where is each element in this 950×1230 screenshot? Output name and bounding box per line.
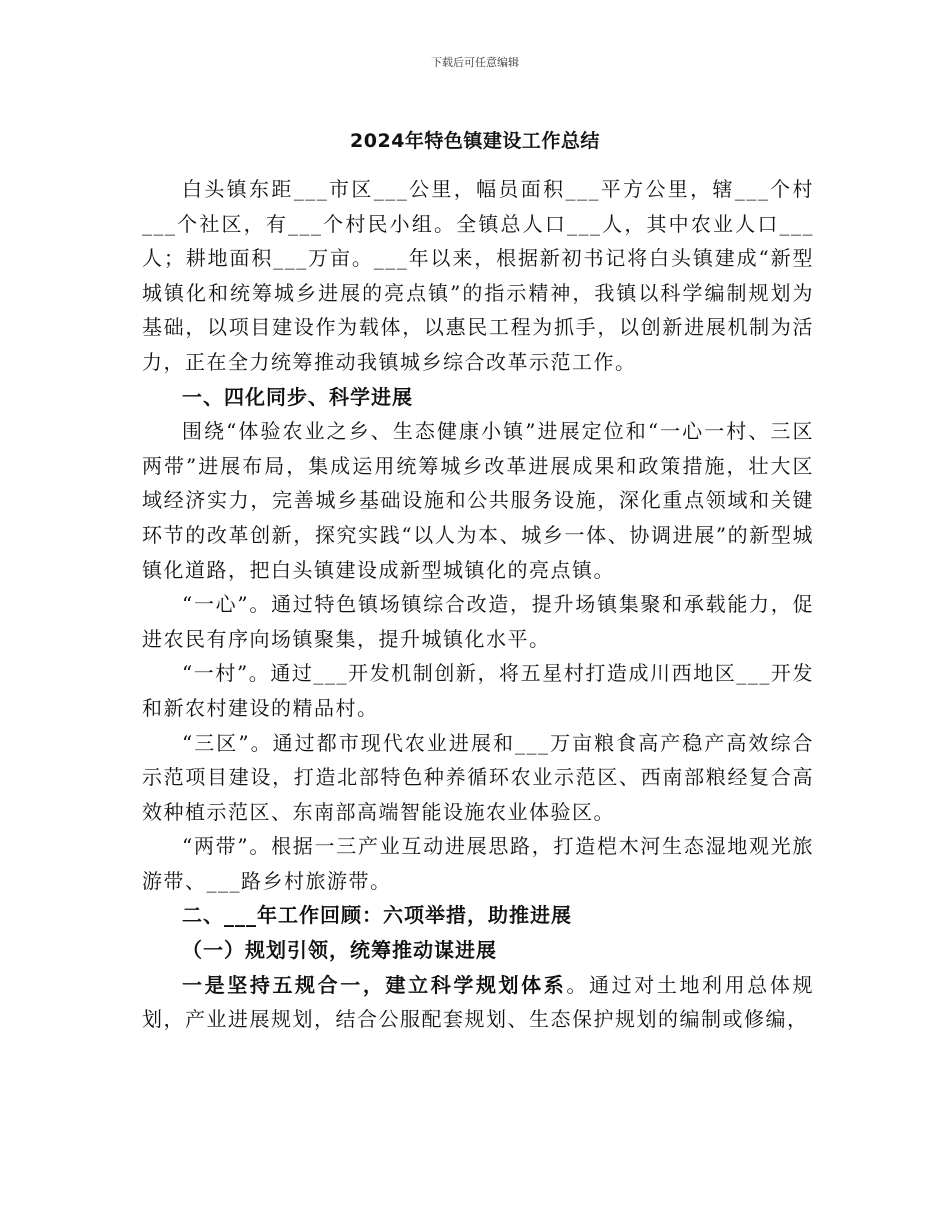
section-heading-2: 二、___年工作回顾：六项举措，助推进展: [182, 903, 572, 928]
page-header-note: 下载后可任意编辑: [431, 56, 519, 69]
yicun-paragraph: “一村”。通过___开发机制创新，将五星村打造成川西地区___开发和新农村建设的精品村。: [142, 661, 814, 720]
point1-paragraph: [142, 968, 814, 1037]
sanqu-paragraph: “三区”。通过都市现代农业进展和___万亩粮食高产稳产高效综合示范项目建设，打造北部特色种养循环农业示范区、西南部粮经复合高效种植示范区、东南部高端智能设施农业体验区。: [142, 730, 814, 824]
document-title: 2024年特色镇建设工作总结: [350, 130, 600, 152]
yixin-paragraph: “一心”。通过特色镇场镇综合改造，提升场镇集聚和承载能力，促进农民有序向场镇聚集，提升城镇化水平。: [142, 592, 814, 651]
section1-paragraph: 围绕“体验农业之乡、生态健康小镇”进展定位和“一心一村、三区两带”进展布局，集成运用统筹城乡改革进展成果和政策措施，壮大区域经济实力，完善城乡基础设施和公共服务设施，深化重点领域和关键环节的改革创新，探究实践“以人为本、城乡一体、协调进展”的新型城镇化道路，把白头镇建设成新型城镇化的亮点镇。: [142, 419, 814, 582]
document-body: [142, 172, 814, 1037]
subsection-heading-1: （一）规划引领，统筹推动谋进展: [182, 938, 497, 963]
intro-paragraph: 白头镇东距___市区___公里，幅员面积___平方公里，辖___个村___个社区，有___个村民小组。全镇总人口___人，其中农业人口___人；耕地面积___万亩。___年以来，根据新初书记将白头镇建成“新型城镇化和统筹城乡进展的亮点镇”的指示精神，我镇以科学编制规划为基础，以项目建设作为载体，以惠民工程为抓手，以创新进展机制为活力，正在全力统筹推动我镇城乡综合改革示范工作。: [142, 177, 814, 374]
point1-lead: 一是坚持五规合一，建立科学规划体系: [182, 972, 567, 997]
section-heading-1: 一、四化同步、科学进展: [182, 384, 413, 409]
point1-text: 。通过对土地利用总体规划，产业进展规划，结合公服配套规划、生态保护规划的编制或修编，: [142, 972, 815, 1032]
liangdai-paragraph: “两带”。根据一三产业互动进展思路，打造桤木河生态湿地观光旅游带、___路乡村旅游带。: [142, 834, 814, 893]
